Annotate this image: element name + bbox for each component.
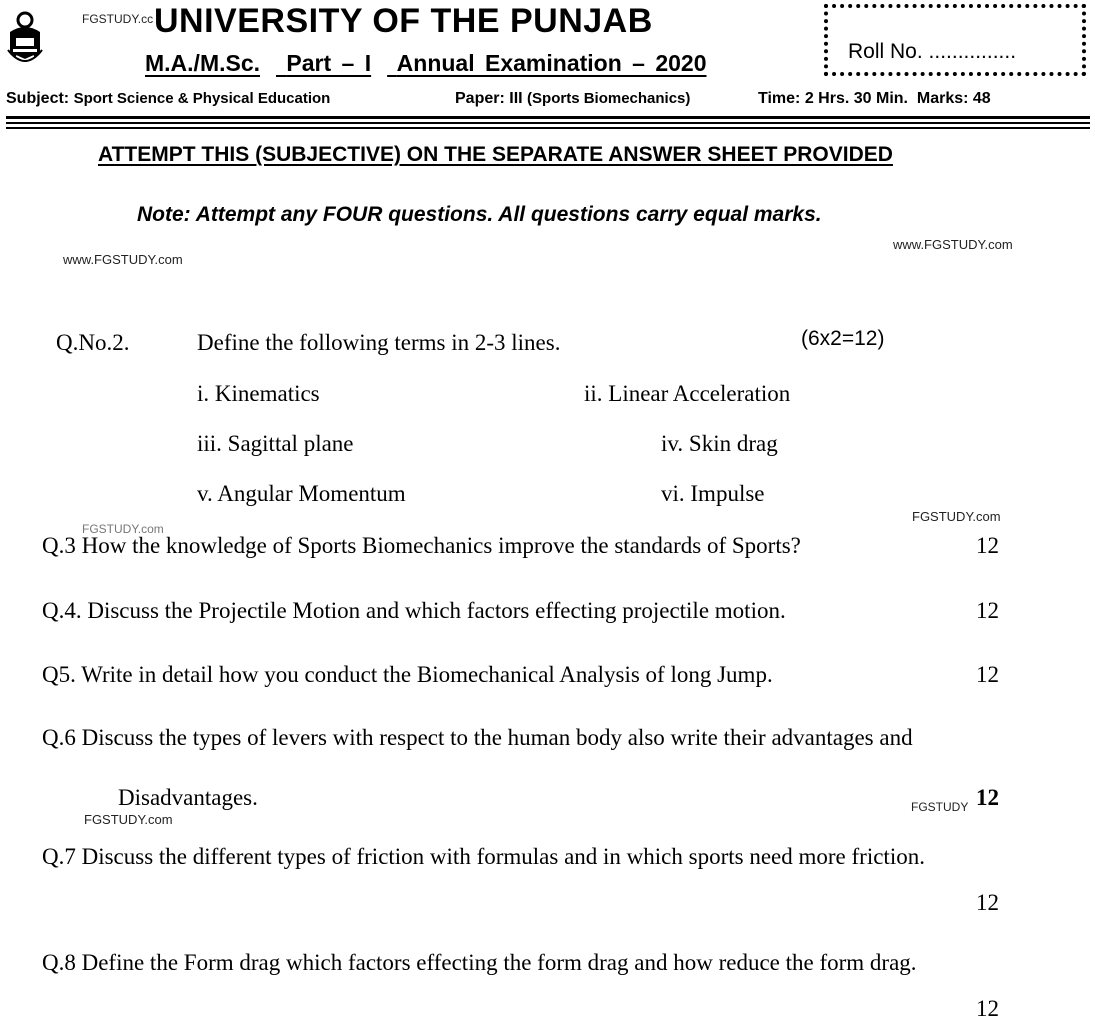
question-text: Q5. Write in detail how you conduct the Biomechanical Analysis of long Jump. — [42, 662, 773, 687]
part: Part – I — [286, 50, 372, 76]
question-marks: 12 — [976, 890, 999, 915]
term-item: iii. Sagittal plane — [197, 431, 354, 456]
exam-line — [145, 50, 723, 77]
question-text: Q.6 Discuss the types of levers with respect to the human body also write their advantages and — [42, 725, 913, 750]
paper-line — [455, 90, 690, 108]
watermark: www.FGSTUDY.com — [893, 237, 1013, 252]
question-text: Q.3 How the knowledge of Sports Biomechanics improve the standards of Sports? — [42, 533, 801, 558]
term-item: iv. Skin drag — [661, 431, 778, 456]
watermark: FGSTUDY.cc — [82, 12, 154, 26]
time-allowed: Time: 2 Hrs. 30 Min. — [758, 90, 908, 107]
university-crest-logo — [4, 10, 46, 72]
question-marks: 12 — [976, 533, 999, 558]
watermark: FGSTUDY.com — [84, 812, 173, 827]
time-marks-line — [758, 90, 991, 108]
question-marks: 12 — [976, 785, 999, 810]
subject-line — [6, 90, 330, 108]
question-marks: 12 — [976, 996, 999, 1021]
watermark: FGSTUDY — [911, 800, 969, 814]
term-item: vi. Impulse — [661, 481, 765, 506]
header-divider — [6, 127, 1090, 129]
header-divider — [6, 122, 1090, 124]
subject-label: Subject: — [6, 90, 70, 107]
term-item: v. Angular Momentum — [197, 481, 406, 506]
term-item: i. Kinematics — [197, 381, 320, 406]
exam-title: Annual Examination – 2020 — [396, 50, 707, 76]
attempt-instruction: ATTEMPT THIS (SUBJECTIVE) ON THE SEPARATE ANSWER SHEET PROVIDED — [98, 143, 893, 166]
question-number: Q.No.2. — [56, 330, 130, 355]
question-text: Define the following terms in 2-3 lines. — [197, 330, 561, 355]
watermark: www.FGSTUDY.com — [63, 252, 183, 267]
question-marks: (6x2=12) — [801, 327, 885, 350]
university-title: UNIVERSITY OF THE PUNJAB — [154, 2, 653, 40]
degree: M.A./M.Sc. — [145, 50, 261, 76]
total-marks: Marks: 48 — [916, 90, 991, 107]
note-instruction: Note: Attempt any FOUR questions. All questions carry equal marks. — [137, 203, 822, 226]
question-text: Q.8 Define the Form drag which factors effecting the form drag and how reduce the form drag. — [42, 950, 917, 975]
paper-value: (Sports Biomechanics) — [527, 90, 691, 107]
watermark: FGSTUDY.com — [82, 522, 164, 536]
subject-value: Sport Science & Physical Education — [73, 90, 331, 107]
watermark: FGSTUDY.com — [912, 509, 1001, 524]
header-divider — [6, 116, 1090, 119]
question-text-continued: Disadvantages. — [118, 785, 258, 810]
term-item: ii. Linear Acceleration — [584, 381, 791, 406]
question-marks: 12 — [976, 598, 999, 623]
question-text: Q.7 Discuss the different types of friction with formulas and in which sports need more friction. — [42, 844, 925, 869]
paper-label: Paper: III — [455, 90, 523, 107]
roll-number-field: Roll No. ............... — [848, 40, 1017, 63]
question-marks: 12 — [976, 662, 999, 687]
question-text: Q.4. Discuss the Projectile Motion and which factors effecting projectile motion. — [42, 598, 786, 623]
